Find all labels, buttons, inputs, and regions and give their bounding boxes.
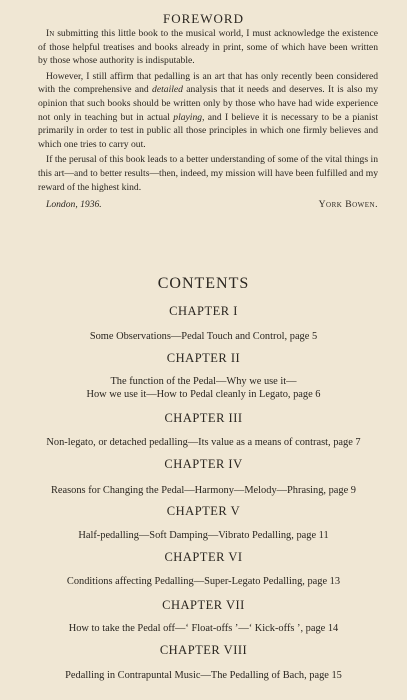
chapter-heading: CHAPTER V [166,504,241,518]
chapter-entry: Some Observations—Pedal Touch and Control, page 5 [89,331,318,342]
foreword-text-1: submitting this little book to the musical world, I must acknowledge the existence of those helpful treatises and books already in print, some of which have been written by those whose authority is indisputable. [38,28,378,67]
foreword-text-2a: However, I still affirm that pedalling is an art that has only recently been considered with the comprehensive and [38,70,378,96]
foreword-text-2b: analysis that it needs and deserves. It is also my opinion that such books should be written only by those who have had wide experience not only in teaching but in actual [38,84,379,123]
foreword-body [38,27,378,212]
chapter-heading: CHAPTER II [166,351,241,365]
chapter-heading: CHAPTER VI [164,550,243,564]
foreword-text-3: If the perusal of this book leads to a better understanding of some of the vital things in this art—and to better results—then, indeed, my mission will have been fulfilled and my reward of the highest kind. [38,154,378,193]
foreword-text-2c: , and I believe it is necessary to be a pianist primarily in order to test in public all those principles in which one firmly believes and which one tries to carry out. [38,111,378,150]
emphasis-playing: playing [173,111,203,123]
chapter-heading: CHAPTER VIII [159,643,248,657]
chapter-entry: Conditions affecting Pedalling—Super-Legato Pedalling, page 13 [66,576,341,587]
chapter-entry: How we use it—How to Pedal cleanly in Legato, page 6 [86,389,321,400]
chapter-heading: CHAPTER IV [164,457,243,471]
place-date: London, 1936. [46,199,102,211]
chapter-heading: CHAPTER I [169,304,238,318]
chapter-entry: Pedalling in Contrapuntal Music—The Pedalling of Bach, page 15 [65,670,342,681]
chapter-entry: How to take the Pedal off—‘ Float-offs ’—‘ Kick-offs ’, page 14 [68,623,339,634]
author-name: York Bowen. [318,199,378,211]
drop-lead: In [46,28,55,39]
foreword-paragraph-3 [38,153,378,194]
chapter-heading: CHAPTER VII [162,598,245,612]
emphasis-detailed: detailed [152,84,183,96]
foreword-paragraph-1 [38,27,378,68]
chapter-entry: Reasons for Changing the Pedal—Harmony—Melody—Phrasing, page 9 [50,485,357,496]
chapter-heading: CHAPTER III [164,411,243,425]
chapter-entry: Half-pedalling—Soft Damping—Vibrato Pedalling, page 11 [78,530,329,541]
foreword-paragraph-2 [38,70,378,152]
foreword-title: FOREWORD [163,11,244,26]
signature-line [38,198,378,212]
contents-title: CONTENTS [157,275,250,292]
chapter-entry: The function of the Pedal—Why we use it— [110,376,297,387]
chapter-entry: Non-legato, or detached pedalling—Its value as a means of contrast, page 7 [46,437,361,448]
